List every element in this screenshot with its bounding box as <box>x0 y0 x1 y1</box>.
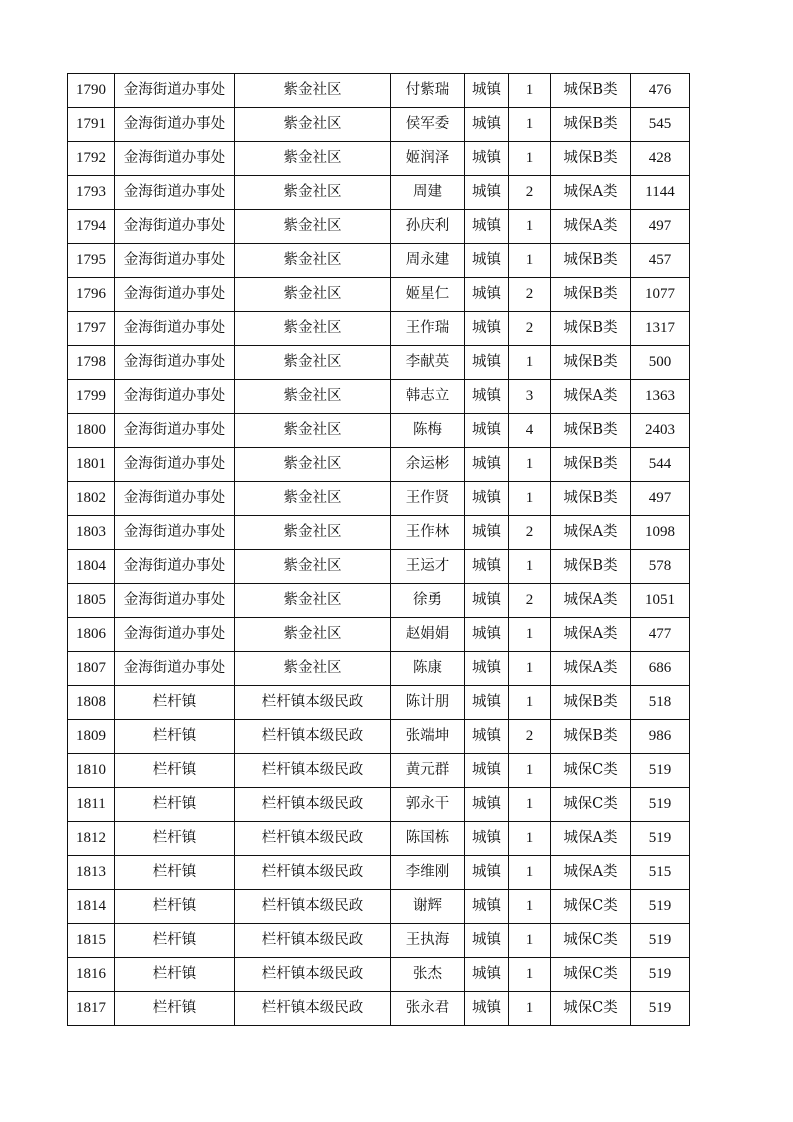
table-row <box>68 652 690 686</box>
cell-serial-number: 1816 <box>68 958 115 992</box>
cell-serial-number: 1800 <box>68 414 115 448</box>
cell-area-type: 城镇 <box>465 958 509 992</box>
cell-amount: 1098 <box>631 516 690 550</box>
cell-community: 紫金社区 <box>235 278 391 312</box>
cell-category: 城保A类 <box>551 856 631 890</box>
cell-subdistrict: 金海街道办事处 <box>115 176 235 210</box>
cell-community: 紫金社区 <box>235 108 391 142</box>
cell-subdistrict: 栏杆镇 <box>115 856 235 890</box>
cell-household-size: 1 <box>509 618 551 652</box>
cell-serial-number: 1817 <box>68 992 115 1026</box>
cell-household-size: 1 <box>509 244 551 278</box>
cell-amount: 519 <box>631 958 690 992</box>
cell-community: 栏杆镇本级民政 <box>235 686 391 720</box>
cell-community: 栏杆镇本级民政 <box>235 788 391 822</box>
cell-subdistrict: 栏杆镇 <box>115 720 235 754</box>
cell-serial-number: 1807 <box>68 652 115 686</box>
cell-serial-number: 1815 <box>68 924 115 958</box>
cell-amount: 1363 <box>631 380 690 414</box>
table-row <box>68 346 690 380</box>
cell-subdistrict: 栏杆镇 <box>115 788 235 822</box>
cell-subdistrict: 栏杆镇 <box>115 822 235 856</box>
cell-name: 黄元群 <box>391 754 465 788</box>
cell-name: 王作瑞 <box>391 312 465 346</box>
table-row <box>68 924 690 958</box>
cell-household-size: 1 <box>509 550 551 584</box>
cell-household-size: 4 <box>509 414 551 448</box>
table-row <box>68 992 690 1026</box>
cell-amount: 500 <box>631 346 690 380</box>
cell-category: 城保C类 <box>551 788 631 822</box>
cell-household-size: 2 <box>509 176 551 210</box>
cell-household-size: 2 <box>509 584 551 618</box>
cell-name: 周永建 <box>391 244 465 278</box>
cell-serial-number: 1811 <box>68 788 115 822</box>
cell-amount: 1144 <box>631 176 690 210</box>
cell-name: 周建 <box>391 176 465 210</box>
cell-category: 城保B类 <box>551 346 631 380</box>
cell-area-type: 城镇 <box>465 380 509 414</box>
table-row <box>68 176 690 210</box>
cell-name: 李维刚 <box>391 856 465 890</box>
cell-category: 城保B类 <box>551 278 631 312</box>
table-row <box>68 482 690 516</box>
cell-name: 张杰 <box>391 958 465 992</box>
cell-community: 栏杆镇本级民政 <box>235 992 391 1026</box>
table-row <box>68 210 690 244</box>
cell-subdistrict: 栏杆镇 <box>115 686 235 720</box>
cell-area-type: 城镇 <box>465 618 509 652</box>
table-row <box>68 686 690 720</box>
cell-name: 王执海 <box>391 924 465 958</box>
cell-area-type: 城镇 <box>465 720 509 754</box>
cell-community: 紫金社区 <box>235 176 391 210</box>
cell-subdistrict: 金海街道办事处 <box>115 74 235 108</box>
cell-name: 陈梅 <box>391 414 465 448</box>
cell-household-size: 2 <box>509 516 551 550</box>
cell-category: 城保B类 <box>551 74 631 108</box>
cell-serial-number: 1801 <box>68 448 115 482</box>
cell-area-type: 城镇 <box>465 890 509 924</box>
table-row <box>68 516 690 550</box>
cell-community: 栏杆镇本级民政 <box>235 958 391 992</box>
cell-subdistrict: 金海街道办事处 <box>115 210 235 244</box>
cell-category: 城保A类 <box>551 210 631 244</box>
table-row <box>68 788 690 822</box>
cell-household-size: 1 <box>509 822 551 856</box>
cell-amount: 1317 <box>631 312 690 346</box>
table-row <box>68 380 690 414</box>
table-row <box>68 278 690 312</box>
cell-household-size: 1 <box>509 924 551 958</box>
cell-serial-number: 1812 <box>68 822 115 856</box>
cell-area-type: 城镇 <box>465 686 509 720</box>
table-row <box>68 448 690 482</box>
cell-name: 赵娟娟 <box>391 618 465 652</box>
cell-name: 王作贤 <box>391 482 465 516</box>
cell-area-type: 城镇 <box>465 414 509 448</box>
cell-community: 紫金社区 <box>235 618 391 652</box>
cell-subdistrict: 栏杆镇 <box>115 890 235 924</box>
table-row <box>68 550 690 584</box>
cell-household-size: 1 <box>509 788 551 822</box>
cell-community: 栏杆镇本级民政 <box>235 720 391 754</box>
cell-subdistrict: 金海街道办事处 <box>115 516 235 550</box>
cell-household-size: 2 <box>509 312 551 346</box>
cell-community: 栏杆镇本级民政 <box>235 856 391 890</box>
cell-name: 谢辉 <box>391 890 465 924</box>
cell-area-type: 城镇 <box>465 244 509 278</box>
beneficiary-table <box>67 73 690 1026</box>
table-row <box>68 890 690 924</box>
cell-household-size: 1 <box>509 74 551 108</box>
cell-category: 城保C类 <box>551 958 631 992</box>
table-row <box>68 958 690 992</box>
cell-amount: 2403 <box>631 414 690 448</box>
cell-area-type: 城镇 <box>465 74 509 108</box>
cell-amount: 686 <box>631 652 690 686</box>
cell-subdistrict: 金海街道办事处 <box>115 142 235 176</box>
document-page <box>67 73 690 1026</box>
cell-serial-number: 1814 <box>68 890 115 924</box>
cell-community: 紫金社区 <box>235 312 391 346</box>
cell-area-type: 城镇 <box>465 176 509 210</box>
cell-amount: 545 <box>631 108 690 142</box>
table-row <box>68 74 690 108</box>
cell-name: 张端坤 <box>391 720 465 754</box>
cell-household-size: 1 <box>509 652 551 686</box>
cell-category: 城保A类 <box>551 618 631 652</box>
cell-amount: 497 <box>631 210 690 244</box>
cell-name: 陈计朋 <box>391 686 465 720</box>
cell-area-type: 城镇 <box>465 312 509 346</box>
cell-name: 陈国栋 <box>391 822 465 856</box>
cell-category: 城保C类 <box>551 992 631 1026</box>
cell-community: 紫金社区 <box>235 244 391 278</box>
cell-subdistrict: 金海街道办事处 <box>115 414 235 448</box>
cell-household-size: 1 <box>509 992 551 1026</box>
cell-amount: 497 <box>631 482 690 516</box>
table-row <box>68 108 690 142</box>
cell-community: 栏杆镇本级民政 <box>235 890 391 924</box>
cell-subdistrict: 金海街道办事处 <box>115 550 235 584</box>
cell-name: 李献英 <box>391 346 465 380</box>
cell-community: 紫金社区 <box>235 74 391 108</box>
cell-category: 城保B类 <box>551 244 631 278</box>
cell-community: 紫金社区 <box>235 550 391 584</box>
table-row <box>68 414 690 448</box>
cell-subdistrict: 金海街道办事处 <box>115 584 235 618</box>
cell-category: 城保B类 <box>551 108 631 142</box>
cell-name: 韩志立 <box>391 380 465 414</box>
cell-category: 城保B类 <box>551 482 631 516</box>
cell-serial-number: 1796 <box>68 278 115 312</box>
cell-household-size: 1 <box>509 482 551 516</box>
cell-area-type: 城镇 <box>465 278 509 312</box>
cell-name: 付紫瑞 <box>391 74 465 108</box>
cell-amount: 428 <box>631 142 690 176</box>
table-row <box>68 856 690 890</box>
cell-amount: 1051 <box>631 584 690 618</box>
cell-serial-number: 1806 <box>68 618 115 652</box>
cell-area-type: 城镇 <box>465 754 509 788</box>
cell-household-size: 3 <box>509 380 551 414</box>
cell-name: 姬润泽 <box>391 142 465 176</box>
table-row <box>68 244 690 278</box>
cell-subdistrict: 金海街道办事处 <box>115 652 235 686</box>
cell-subdistrict: 金海街道办事处 <box>115 482 235 516</box>
cell-household-size: 2 <box>509 720 551 754</box>
cell-amount: 519 <box>631 754 690 788</box>
cell-household-size: 1 <box>509 958 551 992</box>
cell-amount: 519 <box>631 822 690 856</box>
cell-subdistrict: 栏杆镇 <box>115 754 235 788</box>
cell-serial-number: 1797 <box>68 312 115 346</box>
cell-name: 余运彬 <box>391 448 465 482</box>
cell-name: 陈康 <box>391 652 465 686</box>
cell-amount: 476 <box>631 74 690 108</box>
cell-area-type: 城镇 <box>465 992 509 1026</box>
cell-subdistrict: 金海街道办事处 <box>115 312 235 346</box>
cell-serial-number: 1809 <box>68 720 115 754</box>
cell-household-size: 1 <box>509 108 551 142</box>
cell-community: 紫金社区 <box>235 380 391 414</box>
cell-household-size: 1 <box>509 210 551 244</box>
table-row <box>68 618 690 652</box>
cell-amount: 457 <box>631 244 690 278</box>
cell-category: 城保B类 <box>551 720 631 754</box>
cell-household-size: 1 <box>509 346 551 380</box>
cell-household-size: 2 <box>509 278 551 312</box>
cell-category: 城保C类 <box>551 754 631 788</box>
cell-name: 孙庆利 <box>391 210 465 244</box>
cell-subdistrict: 金海街道办事处 <box>115 346 235 380</box>
cell-serial-number: 1793 <box>68 176 115 210</box>
cell-name: 张永君 <box>391 992 465 1026</box>
cell-category: 城保C类 <box>551 924 631 958</box>
table-row <box>68 754 690 788</box>
cell-area-type: 城镇 <box>465 516 509 550</box>
cell-amount: 519 <box>631 924 690 958</box>
cell-subdistrict: 金海街道办事处 <box>115 244 235 278</box>
cell-serial-number: 1805 <box>68 584 115 618</box>
cell-name: 徐勇 <box>391 584 465 618</box>
cell-subdistrict: 栏杆镇 <box>115 924 235 958</box>
cell-serial-number: 1808 <box>68 686 115 720</box>
cell-name: 王运才 <box>391 550 465 584</box>
cell-category: 城保B类 <box>551 550 631 584</box>
cell-amount: 519 <box>631 788 690 822</box>
cell-community: 紫金社区 <box>235 414 391 448</box>
cell-household-size: 1 <box>509 448 551 482</box>
cell-subdistrict: 金海街道办事处 <box>115 108 235 142</box>
cell-amount: 578 <box>631 550 690 584</box>
cell-area-type: 城镇 <box>465 788 509 822</box>
cell-amount: 477 <box>631 618 690 652</box>
cell-name: 姬星仁 <box>391 278 465 312</box>
cell-area-type: 城镇 <box>465 210 509 244</box>
cell-area-type: 城镇 <box>465 584 509 618</box>
cell-community: 紫金社区 <box>235 652 391 686</box>
cell-category: 城保B类 <box>551 414 631 448</box>
cell-amount: 515 <box>631 856 690 890</box>
cell-category: 城保B类 <box>551 448 631 482</box>
cell-amount: 518 <box>631 686 690 720</box>
table-row <box>68 720 690 754</box>
cell-category: 城保A类 <box>551 176 631 210</box>
cell-area-type: 城镇 <box>465 652 509 686</box>
cell-serial-number: 1813 <box>68 856 115 890</box>
cell-name: 王作林 <box>391 516 465 550</box>
cell-category: 城保B类 <box>551 312 631 346</box>
table-row <box>68 584 690 618</box>
cell-serial-number: 1803 <box>68 516 115 550</box>
cell-area-type: 城镇 <box>465 482 509 516</box>
cell-household-size: 1 <box>509 856 551 890</box>
cell-serial-number: 1794 <box>68 210 115 244</box>
cell-category: 城保A类 <box>551 516 631 550</box>
cell-area-type: 城镇 <box>465 822 509 856</box>
cell-household-size: 1 <box>509 754 551 788</box>
cell-serial-number: 1804 <box>68 550 115 584</box>
cell-subdistrict: 金海街道办事处 <box>115 618 235 652</box>
cell-category: 城保A类 <box>551 584 631 618</box>
cell-category: 城保A类 <box>551 822 631 856</box>
cell-area-type: 城镇 <box>465 924 509 958</box>
cell-amount: 1077 <box>631 278 690 312</box>
cell-area-type: 城镇 <box>465 108 509 142</box>
cell-category: 城保A类 <box>551 380 631 414</box>
cell-serial-number: 1790 <box>68 74 115 108</box>
cell-subdistrict: 栏杆镇 <box>115 958 235 992</box>
cell-community: 紫金社区 <box>235 346 391 380</box>
cell-subdistrict: 金海街道办事处 <box>115 278 235 312</box>
cell-name: 郭永干 <box>391 788 465 822</box>
cell-community: 栏杆镇本级民政 <box>235 754 391 788</box>
cell-serial-number: 1802 <box>68 482 115 516</box>
cell-community: 紫金社区 <box>235 448 391 482</box>
cell-category: 城保A类 <box>551 652 631 686</box>
cell-area-type: 城镇 <box>465 142 509 176</box>
cell-community: 紫金社区 <box>235 516 391 550</box>
table-row <box>68 312 690 346</box>
cell-serial-number: 1799 <box>68 380 115 414</box>
cell-amount: 986 <box>631 720 690 754</box>
cell-community: 紫金社区 <box>235 584 391 618</box>
cell-amount: 519 <box>631 992 690 1026</box>
cell-subdistrict: 栏杆镇 <box>115 992 235 1026</box>
cell-serial-number: 1798 <box>68 346 115 380</box>
cell-category: 城保C类 <box>551 890 631 924</box>
cell-area-type: 城镇 <box>465 448 509 482</box>
cell-serial-number: 1810 <box>68 754 115 788</box>
cell-community: 紫金社区 <box>235 142 391 176</box>
cell-area-type: 城镇 <box>465 550 509 584</box>
cell-serial-number: 1792 <box>68 142 115 176</box>
cell-area-type: 城镇 <box>465 856 509 890</box>
cell-category: 城保B类 <box>551 686 631 720</box>
cell-name: 侯军委 <box>391 108 465 142</box>
cell-household-size: 1 <box>509 686 551 720</box>
cell-community: 栏杆镇本级民政 <box>235 924 391 958</box>
cell-household-size: 1 <box>509 142 551 176</box>
cell-community: 栏杆镇本级民政 <box>235 822 391 856</box>
cell-community: 紫金社区 <box>235 210 391 244</box>
cell-category: 城保B类 <box>551 142 631 176</box>
table-body <box>68 74 690 1026</box>
table-row <box>68 822 690 856</box>
cell-area-type: 城镇 <box>465 346 509 380</box>
cell-serial-number: 1791 <box>68 108 115 142</box>
table-row <box>68 142 690 176</box>
cell-serial-number: 1795 <box>68 244 115 278</box>
cell-community: 紫金社区 <box>235 482 391 516</box>
cell-household-size: 1 <box>509 890 551 924</box>
cell-amount: 519 <box>631 890 690 924</box>
cell-subdistrict: 金海街道办事处 <box>115 380 235 414</box>
cell-subdistrict: 金海街道办事处 <box>115 448 235 482</box>
cell-amount: 544 <box>631 448 690 482</box>
